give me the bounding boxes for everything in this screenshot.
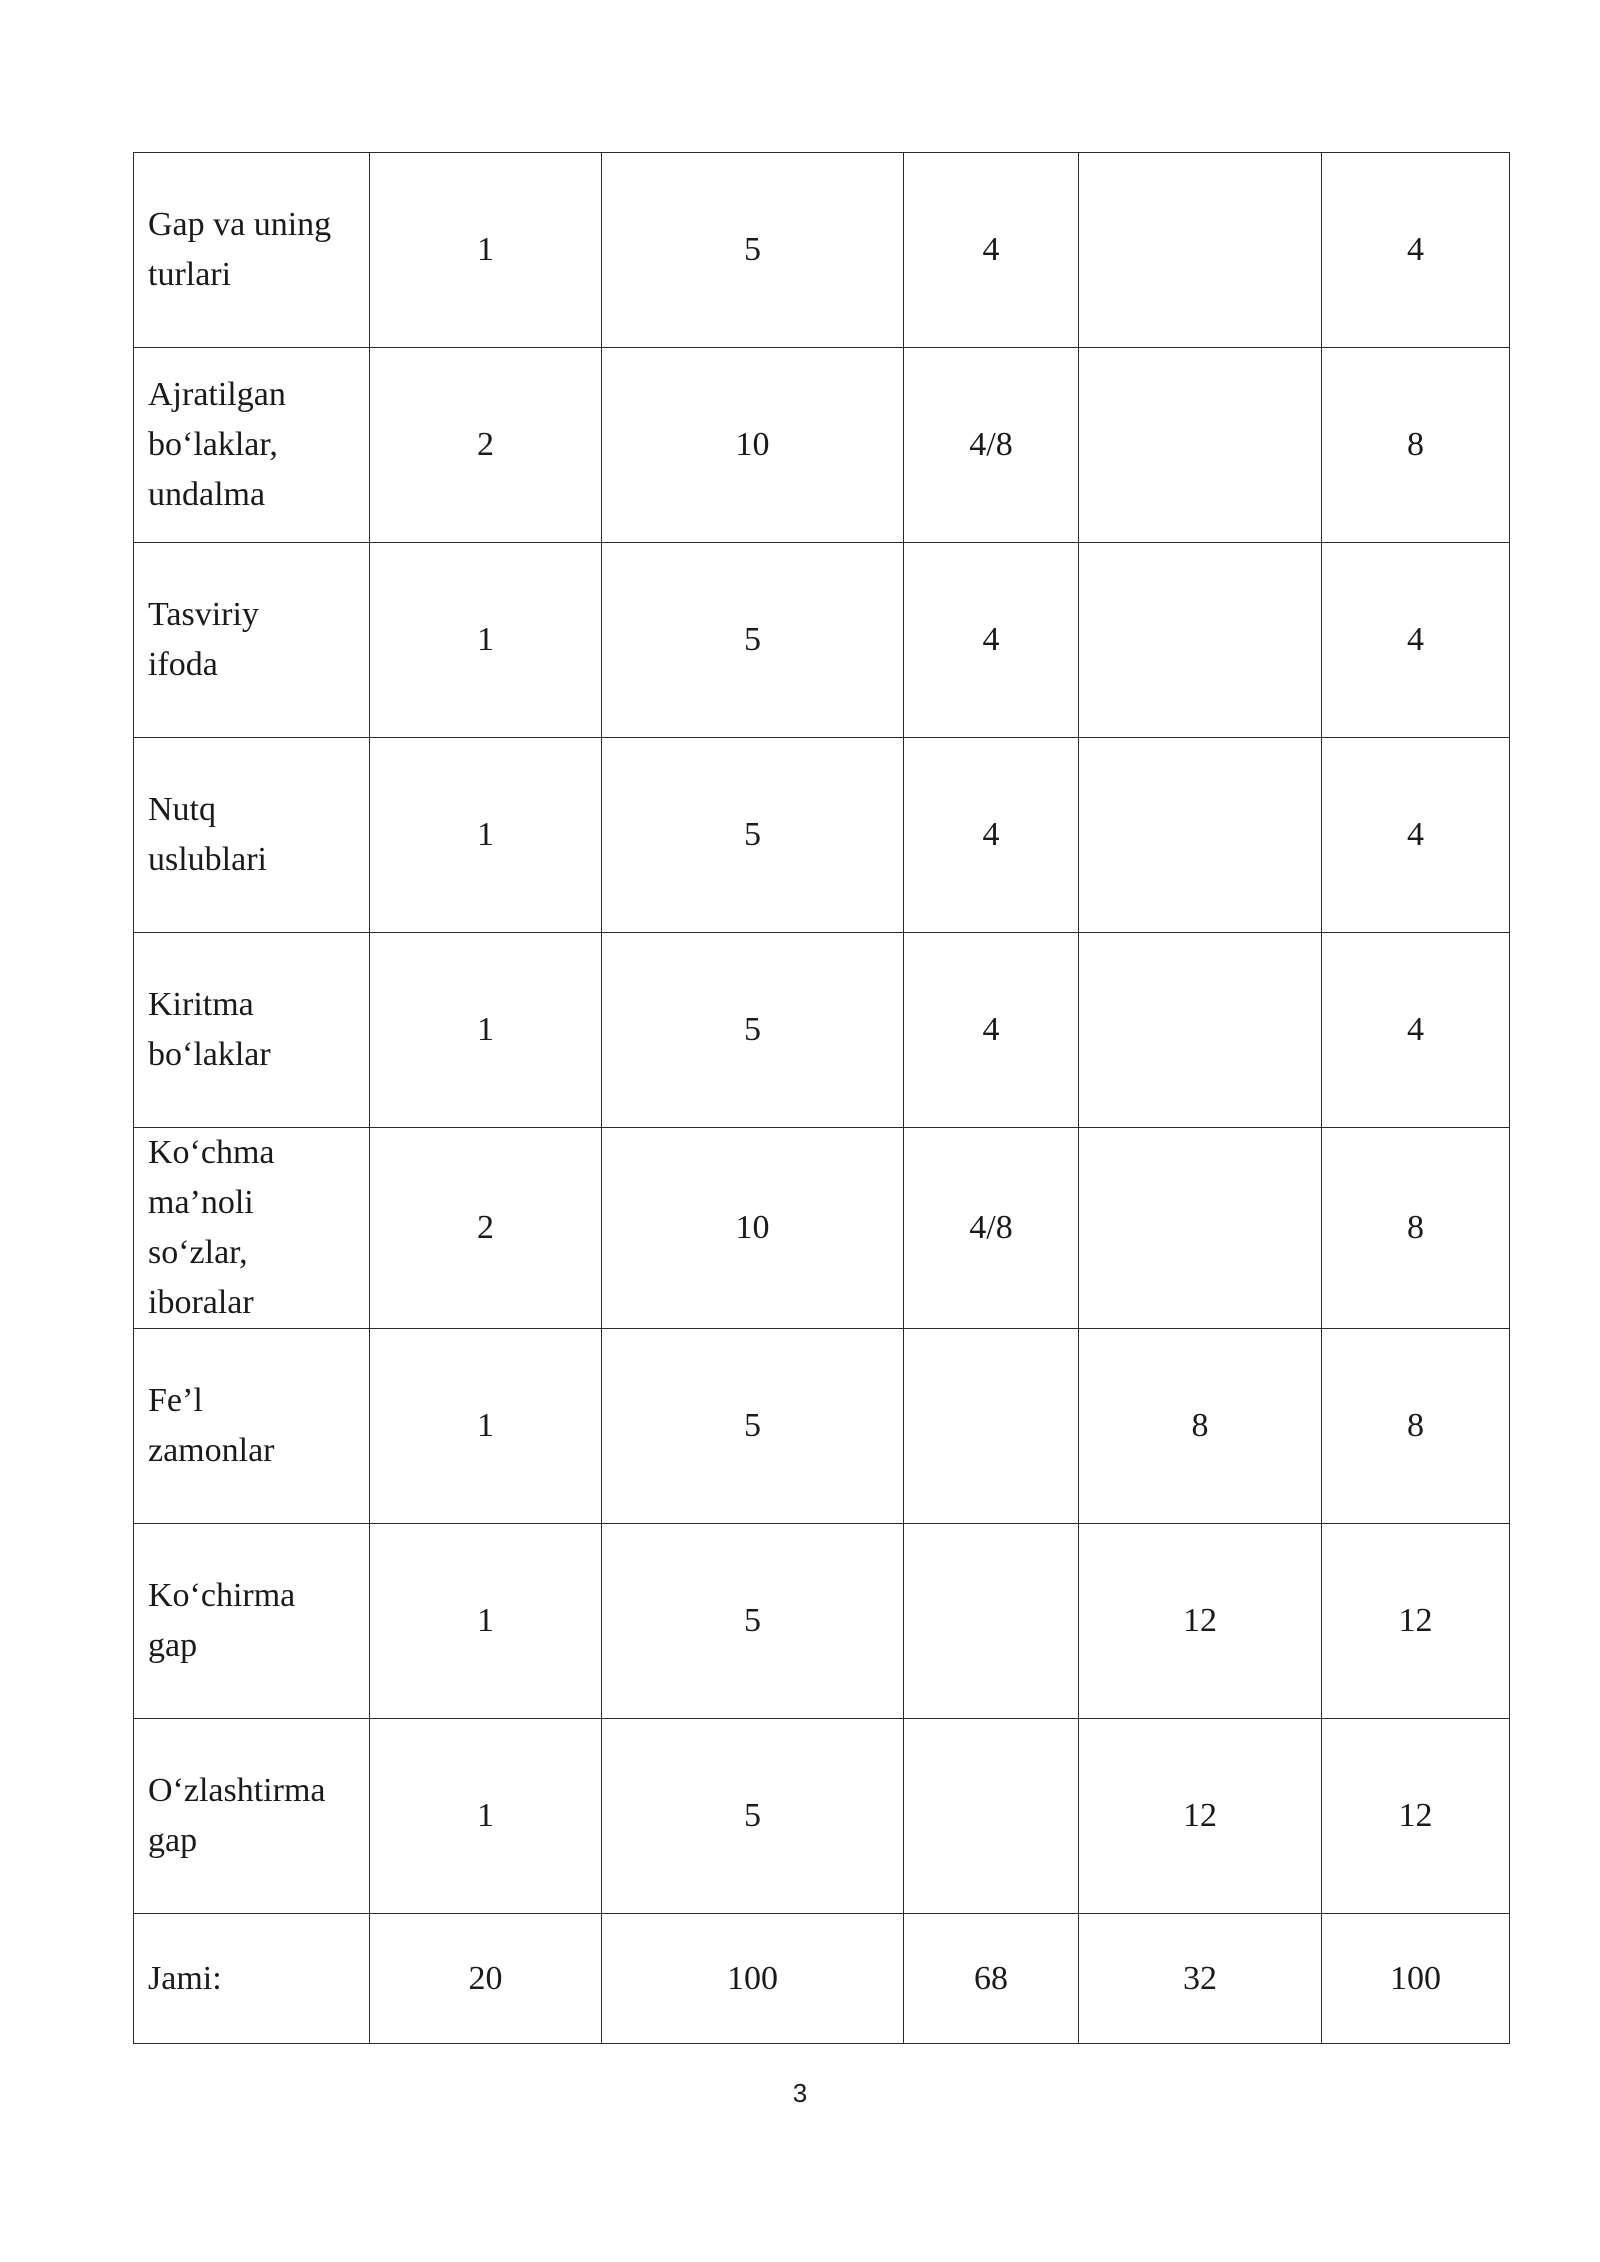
- value-cell: [1079, 348, 1322, 543]
- value-cell: 1: [370, 153, 602, 348]
- value-cell: 5: [602, 933, 904, 1128]
- topic-cell: Gap va uning turlari: [134, 153, 370, 348]
- topic-cell: Nutq uslublari: [134, 738, 370, 933]
- value-cell: 1: [370, 1524, 602, 1719]
- topic-cell: Ajratilgan bo‘laklar, undalma: [134, 348, 370, 543]
- value-cell: 1: [370, 738, 602, 933]
- value-cell: 2: [370, 348, 602, 543]
- data-table: [133, 152, 1510, 2044]
- value-cell: [1079, 1128, 1322, 1329]
- value-cell: 5: [602, 738, 904, 933]
- value-cell: 5: [602, 153, 904, 348]
- table-body: [134, 153, 1510, 2044]
- topic-cell: Tasviriy ifoda: [134, 543, 370, 738]
- topic-cell: Ko‘chma ma’noli so‘zlar, iboralar: [134, 1128, 370, 1329]
- value-cell: 1: [370, 933, 602, 1128]
- value-cell: 4/8: [904, 1128, 1079, 1329]
- table-row: [134, 1329, 1510, 1524]
- total-value-cell: 20: [370, 1914, 602, 2044]
- value-cell: 2: [370, 1128, 602, 1329]
- value-cell: 5: [602, 1329, 904, 1524]
- total-row: [134, 1914, 1510, 2044]
- value-cell: 12: [1079, 1524, 1322, 1719]
- value-cell: 1: [370, 543, 602, 738]
- value-cell: 8: [1322, 1128, 1510, 1329]
- value-cell: 12: [1322, 1719, 1510, 1914]
- total-value-cell: 32: [1079, 1914, 1322, 2044]
- total-value-cell: 68: [904, 1914, 1079, 2044]
- table-row: [134, 738, 1510, 933]
- value-cell: 10: [602, 1128, 904, 1329]
- value-cell: 10: [602, 348, 904, 543]
- value-cell: 4/8: [904, 348, 1079, 543]
- value-cell: [1079, 738, 1322, 933]
- table-row: [134, 153, 1510, 348]
- value-cell: 4: [904, 933, 1079, 1128]
- value-cell: [904, 1719, 1079, 1914]
- value-cell: 8: [1322, 348, 1510, 543]
- value-cell: 1: [370, 1329, 602, 1524]
- value-cell: 4: [1322, 738, 1510, 933]
- value-cell: [904, 1329, 1079, 1524]
- total-label: Jami:: [134, 1914, 370, 2044]
- table-row: [134, 1524, 1510, 1719]
- value-cell: [1079, 543, 1322, 738]
- value-cell: 12: [1322, 1524, 1510, 1719]
- value-cell: 4: [904, 543, 1079, 738]
- table-row: [134, 543, 1510, 738]
- table-row: [134, 1128, 1510, 1329]
- value-cell: 4: [1322, 933, 1510, 1128]
- total-value-cell: 100: [602, 1914, 904, 2044]
- page-number: 3: [792, 2078, 808, 2108]
- value-cell: [904, 1524, 1079, 1719]
- topic-cell: Fe’l zamonlar: [134, 1329, 370, 1524]
- value-cell: 8: [1079, 1329, 1322, 1524]
- value-cell: 8: [1322, 1329, 1510, 1524]
- table-row: [134, 933, 1510, 1128]
- value-cell: [1079, 933, 1322, 1128]
- value-cell: [1079, 153, 1322, 348]
- topic-cell: Kiritma bo‘laklar: [134, 933, 370, 1128]
- value-cell: 5: [602, 1719, 904, 1914]
- value-cell: 1: [370, 1719, 602, 1914]
- value-cell: 12: [1079, 1719, 1322, 1914]
- value-cell: 5: [602, 1524, 904, 1719]
- table-row: [134, 348, 1510, 543]
- value-cell: 4: [904, 738, 1079, 933]
- value-cell: 4: [1322, 543, 1510, 738]
- value-cell: 4: [1322, 153, 1510, 348]
- table-row: [134, 1719, 1510, 1914]
- topic-cell: O‘zlashtirma gap: [134, 1719, 370, 1914]
- value-cell: 5: [602, 543, 904, 738]
- topic-cell: Ko‘chirma gap: [134, 1524, 370, 1719]
- value-cell: 4: [904, 153, 1079, 348]
- total-value-cell: 100: [1322, 1914, 1510, 2044]
